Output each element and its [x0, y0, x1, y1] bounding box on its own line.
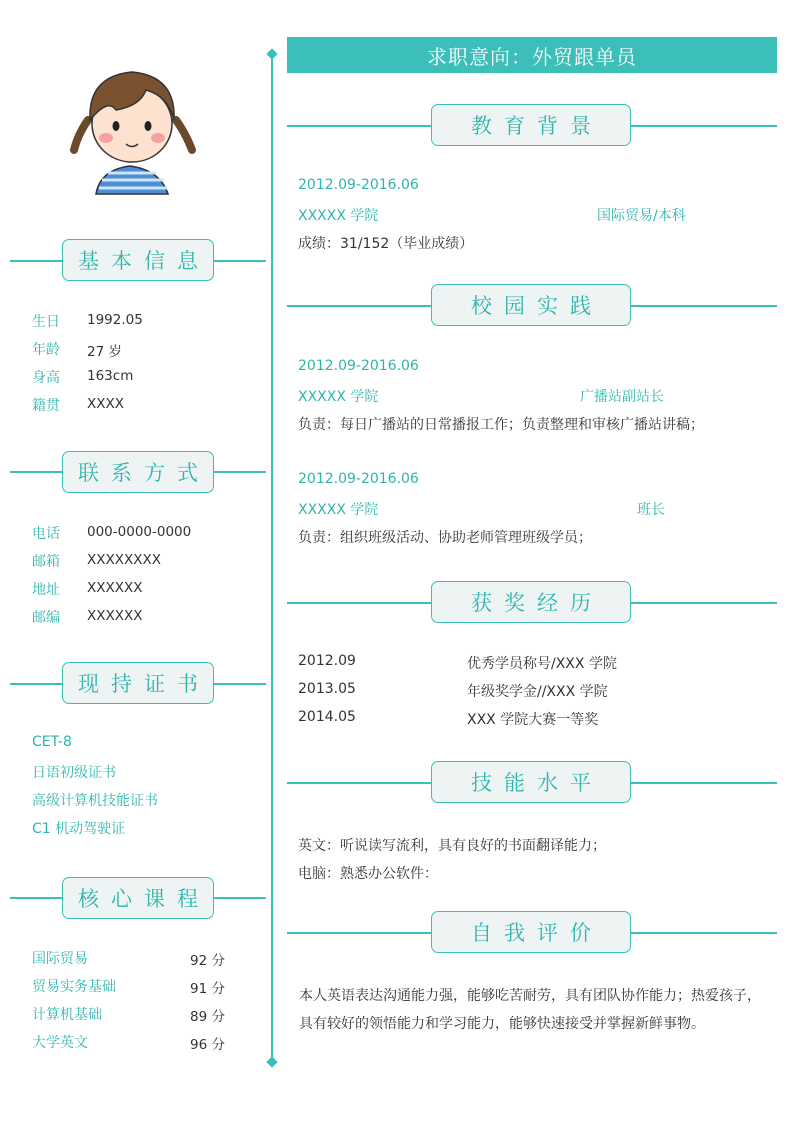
award-date: 2013.05 [298, 681, 356, 697]
certificate-item: CET-8 [32, 734, 72, 750]
contact-value: XXXXXXXX [87, 552, 161, 568]
award-title: XXX 学院大赛一等奖 [467, 712, 599, 728]
course-name: 国际贸易 [32, 951, 88, 967]
award-title: 优秀学员称号/XXX 学院 [467, 656, 617, 672]
vertical-divider [271, 54, 273, 1064]
section-title-certs: 现持证书 [62, 662, 214, 704]
course-name: 计算机基础 [32, 1007, 102, 1023]
campus-school: XXXXX 学院 [298, 389, 379, 405]
course-score: 96 分 [190, 1037, 225, 1053]
award-date: 2014.05 [298, 709, 356, 725]
section-title-basic: 基本信息 [62, 239, 214, 281]
section-title-courses: 核心课程 [62, 877, 214, 919]
self-evaluation-text: 本人英语表达沟通能力强，能够吃苦耐劳，具有团队协作能力；热爱孩子，具有较好的领悟能力和学习能力，能够快速接受并掌握新鲜事物。 [299, 988, 761, 1032]
contact-label: 电话 [32, 526, 60, 542]
section-title-contact: 联系方式 [62, 451, 214, 493]
basic-label: 生日 [32, 314, 60, 330]
campus-duty: 负责：每日广播站的日常播报工作；负责整理和审核广播站讲稿； [298, 417, 704, 433]
campus-duty: 负责：组织班级活动、协助老师管理班级学员； [298, 530, 592, 546]
contact-label: 邮箱 [32, 554, 60, 570]
avatar [68, 62, 198, 196]
award-title: 年级奖学金//XXX 学院 [467, 684, 608, 700]
skill-item: 英文：听说读写流利，具有良好的书面翻译能力； [298, 838, 606, 854]
education-grade: 成绩：31/152（毕业成绩） [298, 236, 474, 252]
campus-role: 广播站副站长 [580, 389, 664, 405]
basic-label: 年龄 [32, 342, 60, 358]
contact-label: 地址 [32, 582, 60, 598]
contact-value: 000-0000-0000 [87, 524, 192, 540]
basic-label: 身高 [32, 370, 60, 386]
section-title-education: 教育背景 [431, 104, 631, 146]
campus-school: XXXXX 学院 [298, 502, 379, 518]
section-title-campus: 校园实践 [431, 284, 631, 326]
divider-dot-bottom [266, 1056, 277, 1067]
basic-label: 籍贯 [32, 398, 60, 414]
divider-dot-top [266, 48, 277, 59]
course-name: 大学英文 [32, 1035, 88, 1051]
skill-item: 电脑：熟悉办公软件： [298, 866, 438, 882]
certificate-item: 日语初级证书 [32, 765, 116, 781]
section-title-skills: 技能水平 [431, 761, 631, 803]
basic-value: 163cm [87, 368, 134, 384]
job-objective-banner: 求职意向：外贸跟单员 [287, 37, 777, 73]
section-title-awards: 获奖经历 [431, 581, 631, 623]
education-school: XXXXX 学院 [298, 208, 379, 224]
education-period: 2012.09-2016.06 [298, 177, 419, 193]
section-title-self: 自我评价 [431, 911, 631, 953]
course-score: 91 分 [190, 981, 225, 997]
certificate-item: C1 机动驾驶证 [32, 821, 126, 837]
course-score: 92 分 [190, 953, 225, 969]
basic-value: 27 岁 [87, 344, 122, 360]
campus-role: 班长 [637, 502, 665, 518]
course-name: 贸易实务基础 [32, 979, 116, 995]
contact-value: XXXXXX [87, 608, 143, 624]
education-major: 国际贸易/本科 [597, 208, 686, 224]
basic-value: 1992.05 [87, 312, 143, 328]
basic-value: XXXX [87, 396, 124, 412]
contact-value: XXXXXX [87, 580, 143, 596]
campus-period: 2012.09-2016.06 [298, 471, 419, 487]
campus-period: 2012.09-2016.06 [298, 358, 419, 374]
certificate-item: 高级计算机技能证书 [32, 793, 158, 809]
course-score: 89 分 [190, 1009, 225, 1025]
award-date: 2012.09 [298, 653, 356, 669]
contact-label: 邮编 [32, 610, 60, 626]
